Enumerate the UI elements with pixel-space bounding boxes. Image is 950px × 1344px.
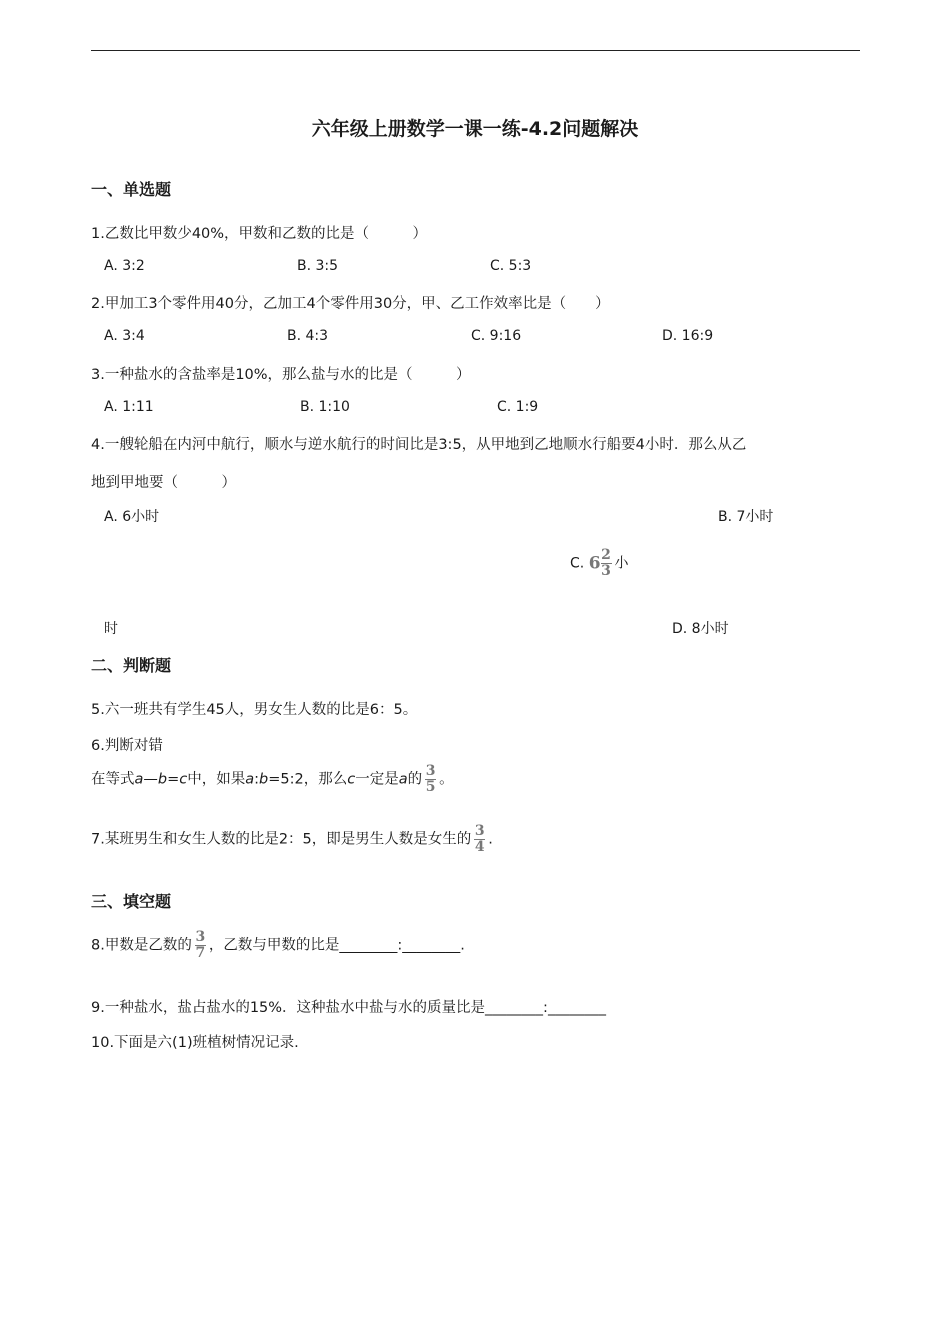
section-heading-true-false: 二、判断题 [91,656,172,675]
q4-option-c-fraction [601,548,612,579]
q6-var-a-3: a [398,771,408,788]
q6-var-c-2: c [347,771,356,788]
q2-option-d[interactable]: D. 16:9 [662,328,714,344]
question-5: 5.六一班共有学生45人，男女生人数的比是6：5。 [91,702,418,718]
question-8 [91,930,465,961]
fraction-denominator: 3 [601,563,611,579]
fraction-numerator: 3 [425,763,436,779]
question-7 [91,824,493,855]
question-9[interactable]: 9.一种盐水，盐占盐水的15%．这种盐水中盐与水的质量比是________:________ [91,1000,606,1016]
q1-option-c[interactable]: C. 5:3 [490,258,532,274]
q3-option-c[interactable]: C. 1:9 [497,399,539,415]
q4-option-b[interactable]: B. 7小时 [718,509,774,525]
fraction-numerator: 2 [601,547,611,563]
q6-equals: = [167,771,180,788]
q6-fraction [425,764,436,795]
q6-text-2: 中，如果 [187,771,246,788]
question-4-line-2: 地到甲地要（ ） [91,475,236,491]
question-4-line-1: 4.一艘轮船在内河中航行，顺水与逆水航行的时间比是3:5，从甲地到乙地顺水行船要4小时．那么从乙 [91,437,747,453]
question-1: 1.乙数比甲数少40%，甲数和乙数的比是（ ） [91,226,428,242]
section-heading-fill-blank: 三、填空题 [91,892,172,911]
q6-var-b-2: b [259,771,269,788]
page-title: 六年级上册数学一课一练-4.2问题解决 [311,118,639,140]
question-2: 2.甲加工3个零件用40分，乙加工4个零件用30分，甲、乙工作效率比是（ ） [91,296,610,312]
question-6-title: 6.判断对错 [91,738,163,754]
q8-text-pre: 8.甲数是乙数的 [91,937,192,954]
header-rule [91,50,860,51]
q1-option-a[interactable]: A. 3:2 [104,258,145,274]
q4-option-a[interactable]: A. 6小时 [104,509,160,525]
q6-text-3: =5:2，那么 [268,771,348,788]
question-3: 3.一种盐水的含盐率是10%，那么盐与水的比是（ ） [91,367,471,383]
q6-text-1: 在等式 [91,771,135,788]
q4-option-d[interactable]: D. 8小时 [672,621,729,637]
fraction-numerator: 3 [474,823,485,839]
question-10: 10.下面是六(1)班植树情况记录. [91,1035,299,1051]
q6-text-5: 的 [407,771,423,788]
section-heading-single-choice: 一、单选题 [91,180,172,199]
fraction-denominator: 7 [195,945,206,961]
q2-option-b[interactable]: B. 4:3 [287,328,329,344]
q4-option-c-wrap: 时 [104,621,118,637]
q1-option-b[interactable]: B. 3:5 [297,258,339,274]
q7-text: 7.某班男生和女生人数的比是2：5，即是男生人数是女生的 [91,831,472,848]
q6-colon: : [254,771,260,788]
q6-var-c: c [179,771,188,788]
q4-option-c-whole: 6 [588,553,601,574]
fraction-denominator: 5 [425,779,436,795]
q8-text-post[interactable]: ，乙数与甲数的比是________:________. [208,937,465,954]
fraction-denominator: 4 [474,839,485,855]
q6-text-4: 一定是 [355,771,399,788]
q6-minus: — [143,771,158,788]
question-6-body [91,764,454,795]
q2-option-a[interactable]: A. 3:4 [104,328,145,344]
q6-var-b: b [157,771,168,788]
q3-option-a[interactable]: A. 1:11 [104,399,154,415]
fraction-numerator: 3 [195,929,206,945]
q7-end: . [488,831,493,848]
q6-var-a-2: a [245,771,255,788]
q3-option-b[interactable]: B. 1:10 [300,399,350,415]
q8-fraction [195,930,206,961]
q4-option-c-suffix: 小 [614,555,629,572]
q6-text-6: 。 [439,771,454,788]
q6-var-a: a [134,771,144,788]
q2-option-c[interactable]: C. 9:16 [471,328,522,344]
q4-option-c-prefix: C. [570,555,585,572]
q4-option-c[interactable] [570,548,629,579]
q7-fraction [474,824,485,855]
